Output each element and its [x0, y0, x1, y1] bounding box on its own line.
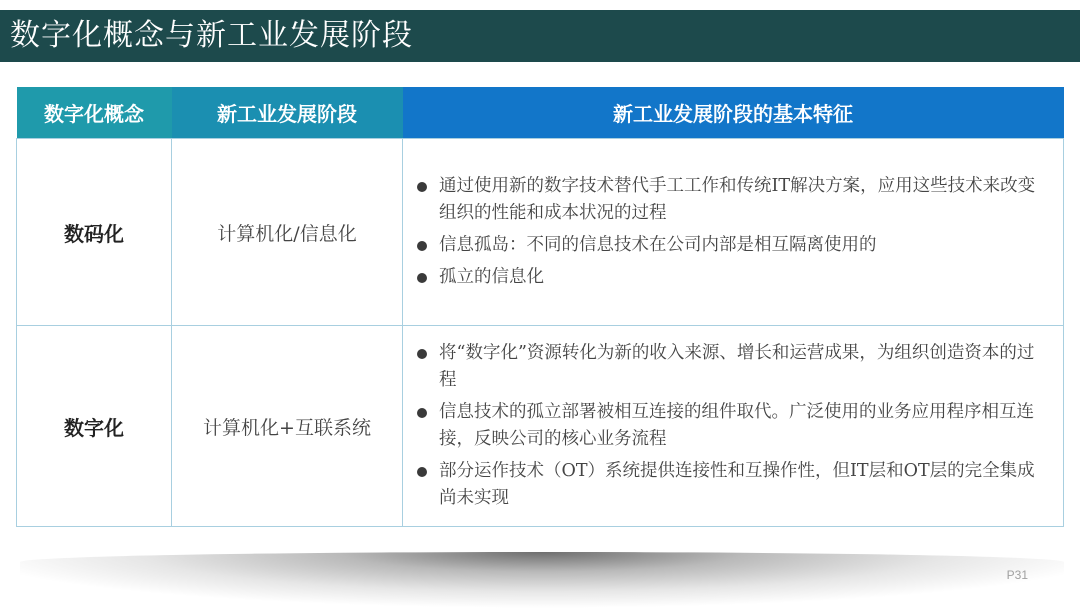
footer-shadow: [20, 552, 1064, 608]
feature-item: [417, 458, 1045, 512]
feature-list: [403, 340, 1063, 512]
bullet-icon: [417, 408, 427, 418]
feature-item: [417, 340, 1045, 394]
features-cell: [403, 326, 1064, 527]
feature-item: [417, 173, 1045, 227]
bullet-icon: [417, 273, 427, 283]
header-features: 新工业发展阶段的基本特征: [403, 87, 1064, 139]
bullet-icon: [417, 349, 427, 359]
feature-text: 部分运作技术（OT）系统提供连接性和互操作性，但IT层和OT层的完全集成尚未实现: [439, 461, 1035, 508]
bullet-icon: [417, 182, 427, 192]
features-cell: [403, 139, 1064, 326]
table-row: [17, 326, 1064, 527]
header-concept: 数字化概念: [17, 87, 172, 139]
page-number: P31: [1006, 568, 1028, 582]
feature-text: 信息孤岛：不同的信息技术在公司内部是相互隔离使用的: [439, 235, 877, 255]
feature-text: 通过使用新的数字技术替代手工工作和传统IT解决方案，应用这些技术来改变组织的性能和成本状况的过程: [439, 176, 1036, 223]
table-row: [17, 139, 1064, 326]
bullet-icon: [417, 241, 427, 251]
slide-title: 数字化概念与新工业发展阶段: [10, 18, 413, 53]
feature-item: [417, 399, 1045, 453]
title-bar: [0, 10, 1080, 62]
feature-text: 孤立的信息化: [439, 267, 544, 287]
feature-item: [417, 264, 1045, 291]
header-stage: 新工业发展阶段: [172, 87, 403, 139]
feature-list: [403, 173, 1063, 291]
concept-cell: 数码化: [17, 139, 172, 326]
stage-cell: 计算机化/信息化: [172, 139, 403, 326]
comparison-table: [16, 87, 1064, 527]
bullet-icon: [417, 467, 427, 477]
stage-cell: 计算机化+互联系统: [172, 326, 403, 527]
feature-text: 信息技术的孤立部署被相互连接的组件取代。广泛使用的业务应用程序相互连接，反映公司的核心业务流程: [439, 402, 1034, 449]
feature-text: 将“数字化”资源转化为新的收入来源、增长和运营成果，为组织创造资本的过程: [439, 343, 1035, 390]
concept-cell: 数字化: [17, 326, 172, 527]
table-header-row: [17, 87, 1064, 139]
feature-item: [417, 232, 1045, 259]
